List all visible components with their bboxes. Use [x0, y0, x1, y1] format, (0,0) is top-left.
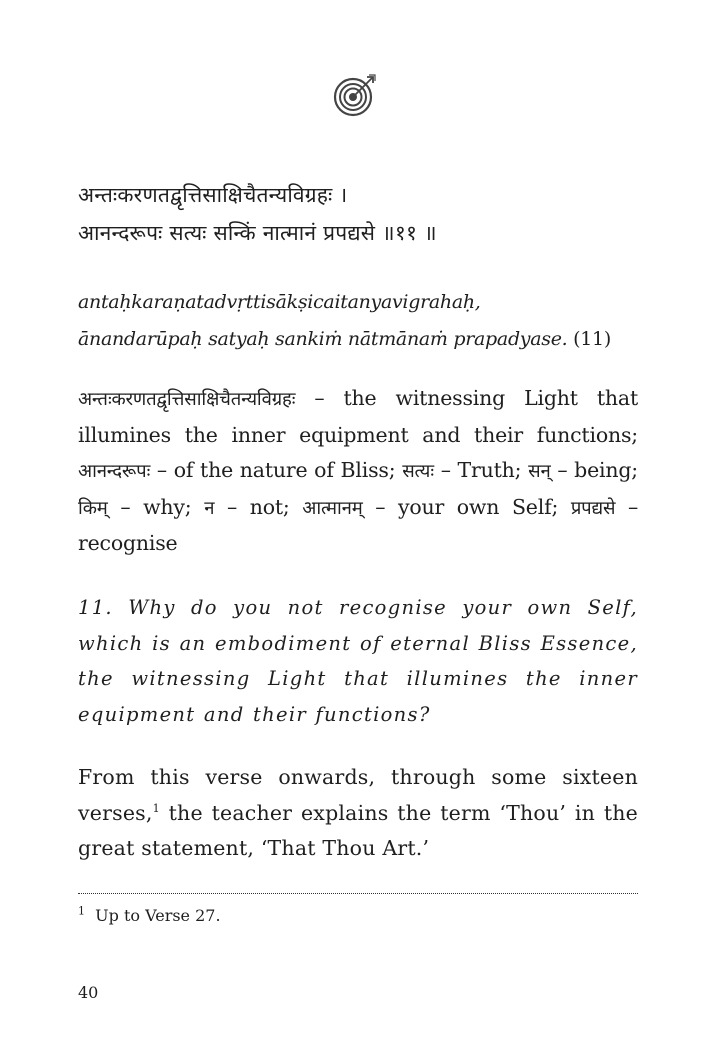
commentary: [78, 760, 638, 867]
verse-line-2: आनन्दरूपः सत्यः सन्किं नात्मानं प्रपद्यसे ॥११ ॥: [78, 221, 437, 245]
transliteration: [78, 284, 638, 358]
transliteration-line-2-text: ānandarūpaḥ satyaḥ sankiṁ nātmānaṁ prapadyase.: [78, 328, 568, 350]
sanskrit-verse: [78, 176, 638, 252]
target-arrow-icon: [333, 73, 377, 117]
verse-number: (11): [573, 328, 611, 350]
gloss-meaning: – the witnessing Light that illumines the inner equipment and their functions;: [78, 386, 638, 447]
word-meanings: [78, 381, 638, 562]
commentary-text-1: From this verse onwards, through some sixteen verses,: [78, 765, 638, 825]
footnote-divider: [78, 893, 638, 894]
gloss-meaning: – being;: [550, 458, 638, 482]
footnote: [78, 905, 221, 927]
gloss-term: न: [204, 497, 215, 519]
gloss-meaning: – Truth;: [433, 458, 529, 482]
gloss-term: आनन्दरूपः: [78, 461, 151, 482]
gloss-meaning: – your own Self;: [362, 494, 571, 519]
commentary-text-2: the teacher explains the term ‘Thou’ in the great statement, ‘That Thou Art.’: [78, 800, 638, 860]
footnote-reference[interactable]: 1: [152, 801, 160, 815]
footnote-text: Up to Verse 27.: [95, 906, 221, 925]
transliteration-line-1: antaḥkaraṇatadvṛttisākṣicaitanyavigrahaḥ,: [78, 291, 481, 313]
gloss-term: सन्: [528, 461, 551, 482]
gloss-term: अन्तःकरणतद्वृत्तिसाक्षिचैतन्यविग्रहः: [78, 389, 296, 410]
gloss-term: प्रपद्यसे: [570, 497, 616, 519]
transliteration-line-2: [78, 321, 638, 358]
verse-line-1: अन्तःकरणतद्वृत्तिसाक्षिचैतन्यविग्रहः ।: [78, 183, 348, 207]
verse-translation: 11. Why do you not recognise your own Self, which is an embodiment of eternal Bliss Essence, the witnessing Light that illumines the inner equipment and their functions?: [78, 596, 638, 726]
gloss-meaning: – why;: [107, 494, 205, 519]
page-number: 40: [78, 983, 99, 1002]
gloss-meaning: – recognise: [78, 494, 638, 555]
gloss-term: आत्मानम्: [302, 497, 363, 519]
gloss-term: किम्: [78, 497, 108, 519]
gloss-term: सत्यः: [402, 461, 434, 482]
gloss-meaning: – not;: [214, 494, 303, 519]
gloss-meaning: – of the nature of Bliss;: [150, 458, 403, 482]
footnote-mark: 1: [78, 904, 85, 918]
